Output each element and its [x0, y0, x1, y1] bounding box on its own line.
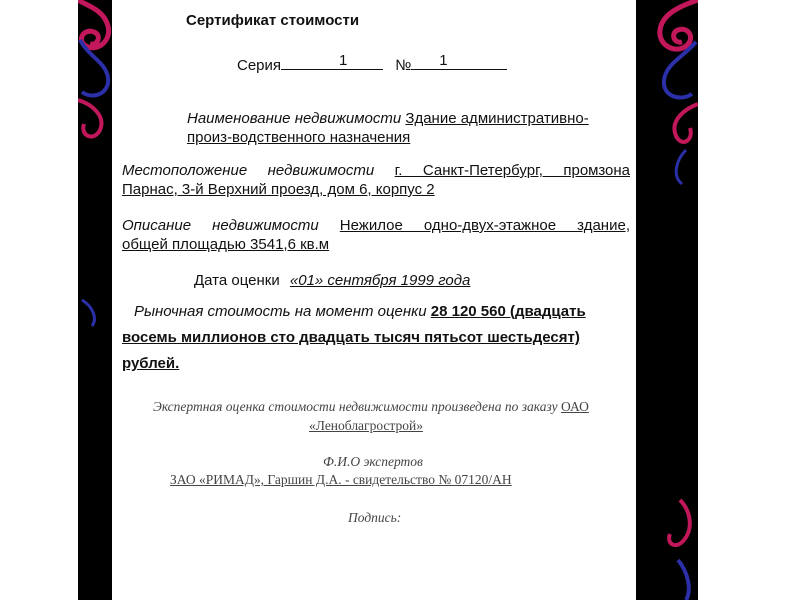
market-value-label: Рыночная стоимость на момент оценки: [134, 303, 427, 320]
description-label: Описание недвижимости: [122, 217, 319, 234]
description-value-2: общей площадью 3541,6 кв.м: [122, 236, 330, 253]
series-value: 1: [339, 52, 348, 69]
location-value-2: Парнас, 3-й Верхний проезд, дом 6, корпус 2: [122, 181, 435, 198]
property-name-label: Наименование недвижимости: [187, 110, 402, 127]
property-name-value-2: произ-водственного назначения: [187, 129, 411, 146]
signature-label: Подпись:: [348, 510, 402, 525]
experts-value: ЗАО «РИМАД», Гаршин Д.А. - свидетельство № 07120/АН: [170, 472, 512, 487]
market-value-amount: 28 120 560 (двадцать: [430, 303, 586, 320]
expert-note-client-2: «Ленoблагрострой»: [309, 418, 423, 433]
location-value-1: г. Санкт-Петербург, промзона: [394, 162, 630, 179]
number-value: 1: [439, 52, 448, 69]
series-label: Серия: [237, 57, 282, 74]
expert-note-text: Экспертная оценка стоимости недвижимости произведена по заказу: [153, 399, 558, 414]
series-row: [237, 52, 507, 75]
date-value: «01» сентября 1999 года: [289, 272, 471, 289]
certificate-title: Сертификат стоимости: [186, 12, 360, 29]
property-name-line-1: [187, 110, 589, 128]
expert-note-line-1: [153, 398, 589, 416]
date-label: Дата оценки: [194, 272, 280, 289]
ornamental-border-left: [78, 0, 112, 600]
market-value-line-2: восемь миллионов сто двадцать тысяч пятьсот шестьдесят): [122, 329, 580, 346]
location-label: Местоположение недвижимости: [122, 162, 375, 179]
series-field: [281, 52, 383, 70]
number-label: №: [395, 57, 412, 74]
date-row: [194, 272, 470, 290]
expert-note-client-1: ОАО: [560, 399, 589, 414]
number-field: [411, 52, 507, 70]
ornamental-border-right: [636, 0, 698, 600]
description-line-1: [122, 217, 630, 235]
experts-label: Ф.И.О экспертов: [323, 454, 423, 469]
location-line-1: [122, 162, 630, 180]
market-value-line-1: [134, 303, 586, 321]
description-value-1: Нежилое одно-двух-этажное здание,: [339, 217, 630, 234]
property-name-value-1: Здание административно-: [405, 110, 589, 127]
market-value-line-3: рублей.: [122, 355, 180, 372]
